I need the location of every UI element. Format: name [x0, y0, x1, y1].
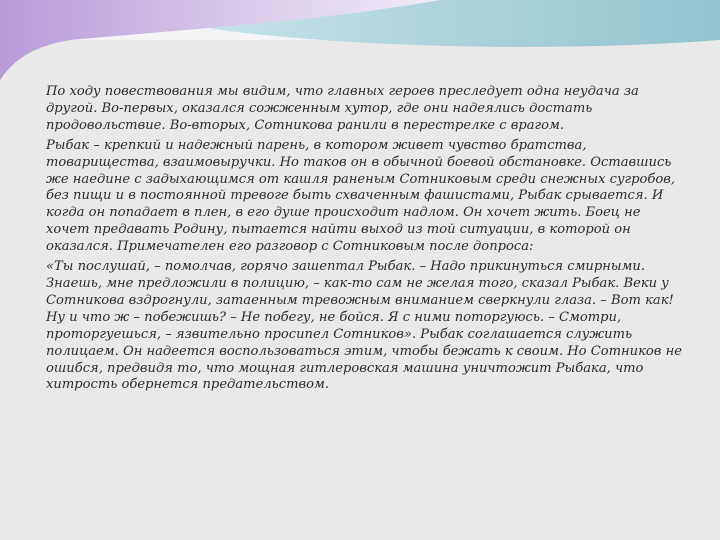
white-swoosh [0, 40, 720, 90]
paragraph-3: «Ты послушай, – помолчав, горячо зашептал Рыбак. – Надо прикинуться смирными. Знаешь, мне предложили в полицию, – как-то сам не желая того, сказал Рыбак. Веки у Сотникова вздрогнули, затаенным тревожным вниманием сверкнули глаза. – Вот как! Ну и что ж – побежишь? – Не побегу, не бойся. Я с ними поторгуюсь. – Смотри, проторгуешься, – язвительно просипел Сотников». Рыбак соглашается служить полицаем. Он надеется воспользоваться этим, чтобы бежать к своим. Но Сотников не ошибся, предвидя то, что мощная гитлеровская машина уничтожит Рыбака, что хитрость обернется предательством. [46, 259, 682, 393]
header-wave-decoration [0, 0, 720, 90]
text-body [46, 84, 686, 397]
paragraph-1: По ходу повествования мы видим, что главных героев преследует одна неудача за другой. Во-первых, оказался сожженным хутор, где они надеялись достать продовольствие. Во-вторых, Сотникова ранили в перестрелке с врагом. [46, 84, 639, 133]
paragraph-2: Рыбак – крепкий и надежный парень, в котором живет чувство братства, товарищества, взаимовыручки. Но таков он в обычной боевой обстановке. Оставшись же наедине с задыхающимся от кашля раненым Сотниковым среди снежных сугробов, без пищи и в постоянной тревоге быть схваченным фашистами, Рыбак срывается. И когда он попадает в плен, в его душе происходит надлом. Он хочет жить. Боец не хочет предавать Родину, пытается найти выход из той ситуации, в которой он оказался. Примечателен его разговор с Сотниковым после допроса: [46, 137, 676, 255]
